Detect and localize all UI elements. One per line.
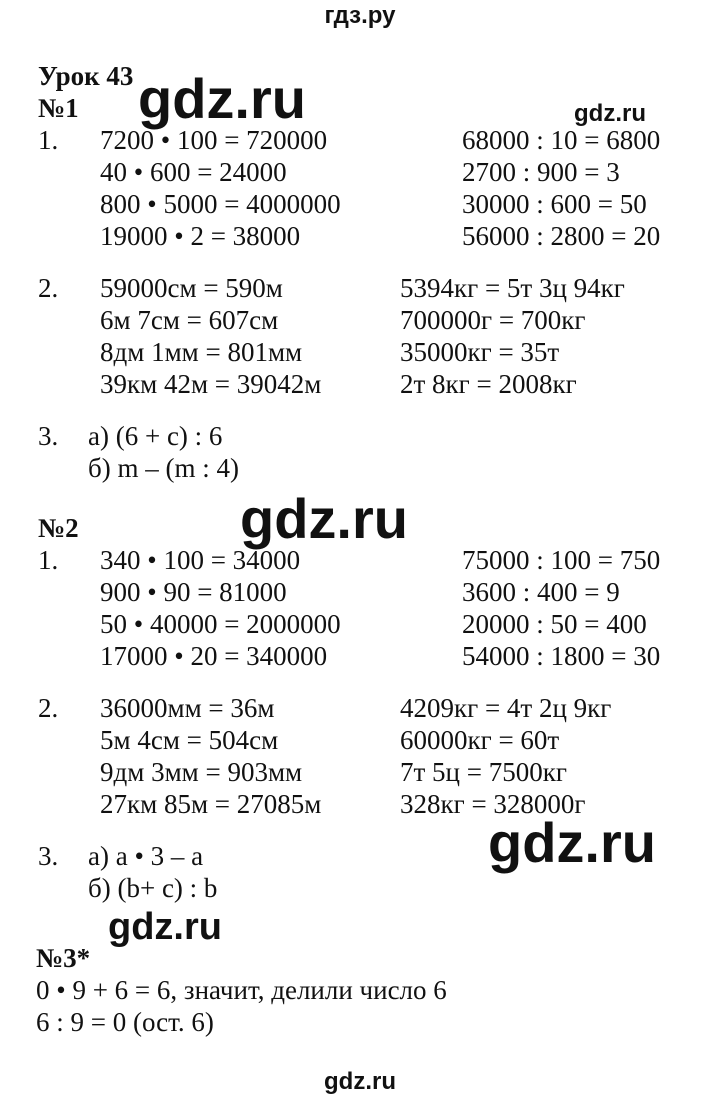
equation: 6м 7см = 607см — [100, 305, 279, 335]
section-title: №1 — [38, 93, 79, 123]
task-number: 2. — [38, 273, 59, 303]
expression: а) (6 + с) : 6 — [88, 421, 223, 451]
expression: б) m – (m : 4) — [88, 453, 239, 483]
watermark: gdz.ru — [324, 1068, 396, 1095]
watermark: gdz.ru — [108, 906, 222, 948]
section-title: №3* — [36, 943, 91, 973]
equation: 700000г = 700кг — [400, 305, 586, 335]
lesson-title: Урок 43 — [38, 61, 134, 91]
equation: 5м 4см = 504см — [100, 725, 279, 755]
equation: 3600 : 400 = 9 — [462, 577, 620, 607]
expression: б) (b+ с) : b — [88, 873, 218, 903]
equation: 4209кг = 4т 2ц 9кг — [400, 693, 612, 723]
solution-line: 0 • 9 + 6 = 6, значит, делили число 6 — [36, 975, 447, 1005]
equation: 19000 • 2 = 38000 — [100, 221, 301, 251]
watermark: gdz.ru — [138, 67, 306, 130]
equation: 340 • 100 = 34000 — [100, 545, 301, 575]
site-header: гдз.ру — [324, 2, 396, 29]
equation: 7т 5ц = 7500кг — [400, 757, 567, 787]
equation: 59000см = 590м — [100, 273, 283, 303]
equation: 56000 : 2800 = 20 — [462, 221, 661, 251]
task-number: 1. — [38, 545, 59, 575]
solution-line: 6 : 9 = 0 (ост. 6) — [36, 1007, 214, 1037]
equation: 30000 : 600 = 50 — [462, 189, 647, 219]
watermark: gdz.ru — [488, 811, 656, 874]
equation: 75000 : 100 = 750 — [462, 545, 661, 575]
equation: 36000мм = 36м — [100, 693, 275, 723]
watermark: gdz.ru — [240, 487, 408, 550]
equation: 20000 : 50 = 400 — [462, 609, 647, 639]
equation: 9дм 3мм = 903мм — [100, 757, 303, 787]
task-number: 3. — [38, 841, 59, 871]
equation: 900 • 90 = 81000 — [100, 577, 287, 607]
equation: 17000 • 20 = 340000 — [100, 641, 328, 671]
task-number: 2. — [38, 693, 59, 723]
equation: 40 • 600 = 24000 — [100, 157, 287, 187]
equation: 7200 • 100 = 720000 — [100, 125, 328, 155]
equation: 68000 : 10 = 6800 — [462, 125, 661, 155]
equation: 54000 : 1800 = 30 — [462, 641, 661, 671]
equation: 60000кг = 60т — [400, 725, 560, 755]
equation: 2т 8кг = 2008кг — [400, 369, 577, 399]
equation: 35000кг = 35т — [400, 337, 560, 367]
task-number: 3. — [38, 421, 59, 451]
equation: 800 • 5000 = 4000000 — [100, 189, 341, 219]
task-number: 1. — [38, 125, 59, 155]
equation: 8дм 1мм = 801мм — [100, 337, 303, 367]
equation: 27км 85м = 27085м — [100, 789, 322, 819]
watermark: gdz.ru — [574, 100, 646, 127]
equation: 2700 : 900 = 3 — [462, 157, 620, 187]
equation: 5394кг = 5т 3ц 94кг — [400, 273, 625, 303]
equation: 39км 42м = 39042м — [100, 369, 322, 399]
equation: 328кг = 328000г — [400, 789, 586, 819]
expression: а) а • 3 – а — [88, 841, 204, 871]
section-title: №2 — [38, 513, 79, 543]
equation: 50 • 40000 = 2000000 — [100, 609, 341, 639]
